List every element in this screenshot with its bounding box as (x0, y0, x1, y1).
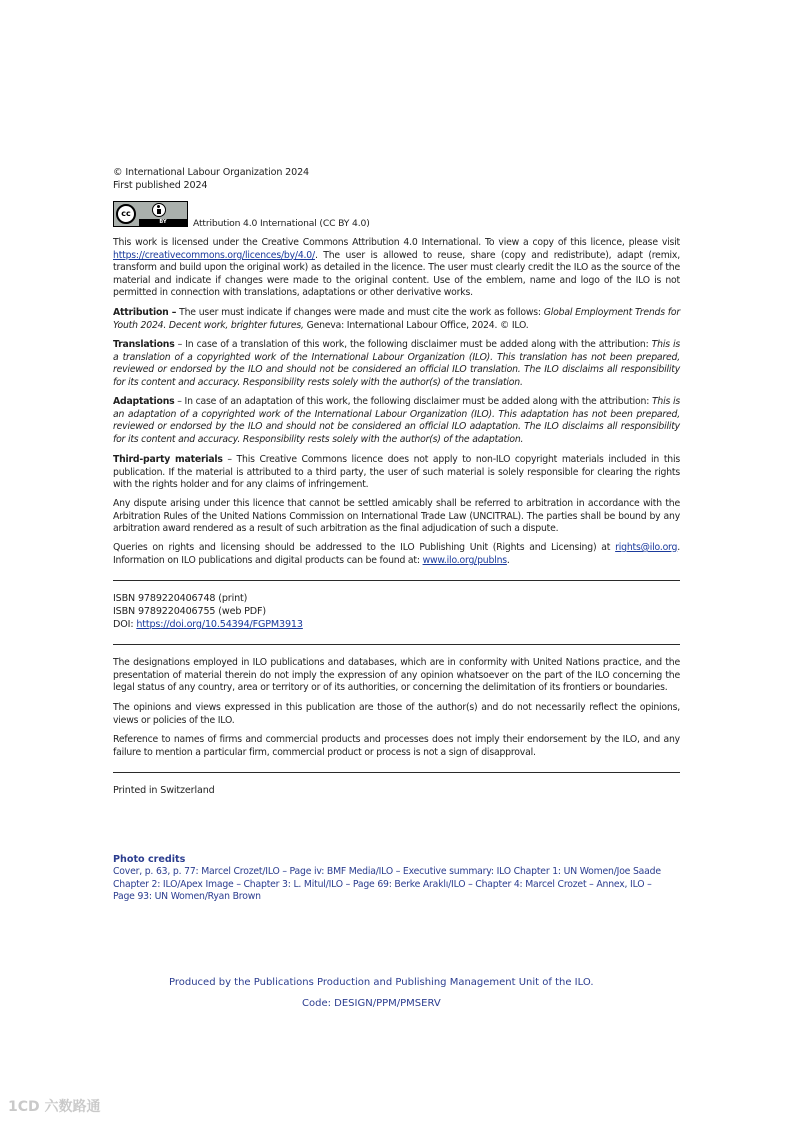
isbn-web: ISBN 9789220406755 (web PDF) (113, 606, 266, 617)
license-intro-paragraph: This work is licensed under the Creative Commons Attribution 4.0 International. To view a copy of this licence, please visit https://creativecommons.org/licences/by/4.0/. The user is allowed to reuse, share (copy and redistribute), adapt (remix, transform and build upon the original work) as detailed in the licence. The user must clearly credit the ILO as the source of the material and indicate if changes were made to the original content. Use of the emblem, name and logo of the ILO is not permitted in connection with translations, adaptations or other derivative works. (113, 237, 680, 299)
attribution-person-icon (152, 203, 166, 217)
first-published-line: First published 2024 (113, 180, 208, 191)
publications-url-link[interactable]: www.ilo.org/publns (422, 554, 507, 566)
reference-paragraph: Reference to names of firms and commercial products and processes does not imply their endorsement by the ILO, and any failure to mention a particular firm, commercial product or process is not a sign of disapproval. (113, 734, 680, 758)
third-party-label: Third-party materials (113, 454, 223, 465)
queries-paragraph: Queries on rights and licensing should be addressed to the ILO Publishing Unit (Rights and Licensing) at rights@ilo.org. Information on ILO publications and digital products can be found at: www.ilo.org/publns. (113, 542, 680, 566)
photo-credits-line: Cover, p. 63, p. 77: Marcel Crozet/ILO – Page iv: BMF Media/ILO – Executive summary: ILO Chapter 1: UN Women/Joe Saade (113, 866, 661, 877)
translations-paragraph: Translations – In case of a translation of this work, the following disclaimer must be added along with the attribution: This is a translation of a copyrighted work of the International Labour Organization (ILO). This translation has not been prepared, reviewed or endorsed by the ILO and should not be considered an official ILO translation. The ILO disclaims all responsibility for its content and accuracy. Responsibility rests solely with the author(s) of the translation. (113, 339, 680, 388)
license-label: Attribution 4.0 International (CC BY 4.0) (193, 218, 370, 229)
opinions-paragraph: The opinions and views expressed in this publication are those of the author(s) and do not necessarily reflect the opinions, views or policies of the ILO. (113, 702, 680, 726)
translations-label: Translations (113, 339, 175, 350)
design-code: Code: DESIGN/PPM/PMSERV (302, 998, 441, 1009)
divider (113, 580, 680, 581)
designations-paragraph: The designations employed in ILO publications and databases, which are in conformity with United Nations practice, and the presentation of material therein do not imply the expression of any opinion whatsoever on the part of the ILO concerning the legal status of any country, area or territory or of its authorities, or concerning the delimitation of its frontiers or boundaries. (113, 657, 680, 694)
watermark-logo: 1CD 六数路通 (8, 1099, 101, 1115)
rights-email-link[interactable]: rights@ilo.org (615, 542, 678, 553)
attribution-label: Attribution – (113, 307, 177, 318)
copyright-line: © International Labour Organization 2024 (113, 167, 309, 178)
third-party-paragraph: Third-party materials – This Creative Commons licence does not apply to non-ILO copyright materials included in this publication. If the material is attributed to a third party, the user of such material is solely responsible for clearing the rights with the rights holder and for any claims of infringement. (113, 454, 680, 491)
isbn-print: ISBN 9789220406748 (print) (113, 593, 248, 604)
divider (113, 644, 680, 645)
doi-line: DOI: https://doi.org/10.54394/FGPM3913 (113, 619, 303, 630)
attribution-paragraph: Attribution – The user must indicate if changes were made and must cite the work as follows: Global Employment Trends for Youth 2024. Decent work, brighter futures, Geneva: International Labour Office, 2024. © ILO. (113, 307, 680, 331)
produced-by-line: Produced by the Publications Production and Publishing Management Unit of the ILO. (169, 977, 594, 988)
doi-link[interactable]: https://doi.org/10.54394/FGPM3913 (136, 619, 303, 630)
photo-credits-line: Page 93: UN Women/Ryan Brown (113, 891, 261, 902)
creative-commons-icon: cc (116, 204, 136, 224)
dispute-paragraph: Any dispute arising under this licence that cannot be settled amicably shall be referred to arbitration in accordance with the Arbitration Rules of the United Nations Commission on International Trade Law (UNCITRAL). The parties shall be bound by any arbitration award rendered as a result of such arbitration as the final adjudication of such a dispute. (113, 498, 680, 535)
by-label: BY (139, 219, 187, 226)
adaptations-paragraph: Adaptations – In case of an adaptation of this work, the following disclaimer must be added along with the attribution: This is an adaptation of a copyrighted work of the International Labour Organization (ILO). This adaptation has not been prepared, reviewed or endorsed by the ILO and should not be considered an official ILO adaptation. The ILO disclaims all responsibility for its content and accuracy. Responsibility rests solely with the author(s) of the adaptation. (113, 396, 680, 445)
divider (113, 772, 680, 773)
license-link[interactable]: https://creativecommons.org/licences/by/4.0/ (113, 249, 315, 261)
photo-credits-title: Photo credits (113, 854, 186, 865)
cc-by-license-icon[interactable] (113, 201, 188, 227)
adaptations-label: Adaptations (113, 396, 175, 407)
printed-in: Printed in Switzerland (113, 785, 215, 796)
photo-credits-line: Chapter 2: ILO/Apex Image – Chapter 3: L. Mitul/ILO – Page 69: Berke Araklı/ILO – Chapter 4: Marcel Crozet – Annex, ILO – (113, 879, 652, 890)
